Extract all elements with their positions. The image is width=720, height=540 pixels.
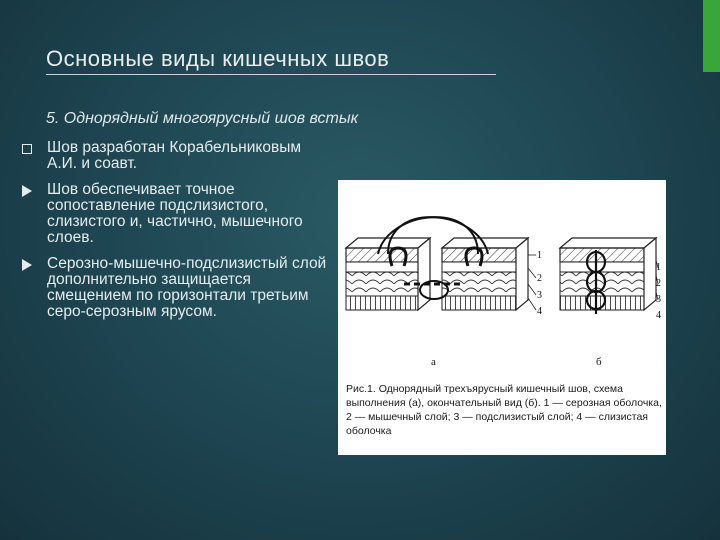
bullet-item — [22, 140, 327, 172]
suture-diagram — [338, 180, 666, 380]
figure-label-b: б — [596, 356, 602, 368]
bullet-text: Шов обеспечивает точное сопоставление подслизистого, слизистого и, частично, мышечного слоев. — [47, 181, 303, 246]
suture-figure — [338, 180, 666, 455]
layer-number: 1 — [656, 262, 661, 273]
accent-bar — [703, 0, 720, 72]
figure-caption: Рис.1. Однорядный трехъярусный кишечный шов, схема выполнения (а), окончательный вид (б). 1 — серозная оболочка, 2 — мышечный слой; 3 — подслизистый слой; 4 — слизистая оболочка — [346, 383, 662, 437]
slide-title: Основные виды кишечных швов — [46, 46, 496, 75]
arrow-bullet-icon — [22, 183, 36, 197]
layer-number: 1 — [537, 250, 542, 261]
figure-label-a: а — [431, 356, 436, 368]
bullet-text: Шов разработан Корабельниковым А.И. и соавт. — [47, 139, 301, 172]
square-bullet-icon — [22, 141, 36, 155]
layer-number: 3 — [656, 294, 661, 305]
bullet-list — [22, 140, 327, 330]
layer-number: 2 — [656, 278, 661, 289]
layer-number: 4 — [537, 306, 542, 317]
bullet-text: Серозно-мышечно-подслизистый слой дополнительно защищается смещением по горизонтали третьим серо-серозным ярусом. — [47, 255, 327, 320]
layer-number: 3 — [537, 290, 542, 301]
tissue-block-b — [560, 238, 656, 310]
slide-subtitle: 5. Однорядный многоярусный шов встык — [46, 110, 359, 127]
layer-number: 4 — [656, 310, 661, 321]
arrow-bullet-icon — [22, 257, 36, 271]
tissue-block-a-right — [442, 238, 528, 310]
bullet-item — [22, 182, 327, 246]
layer-number: 2 — [537, 273, 542, 284]
bullet-item — [22, 256, 327, 320]
